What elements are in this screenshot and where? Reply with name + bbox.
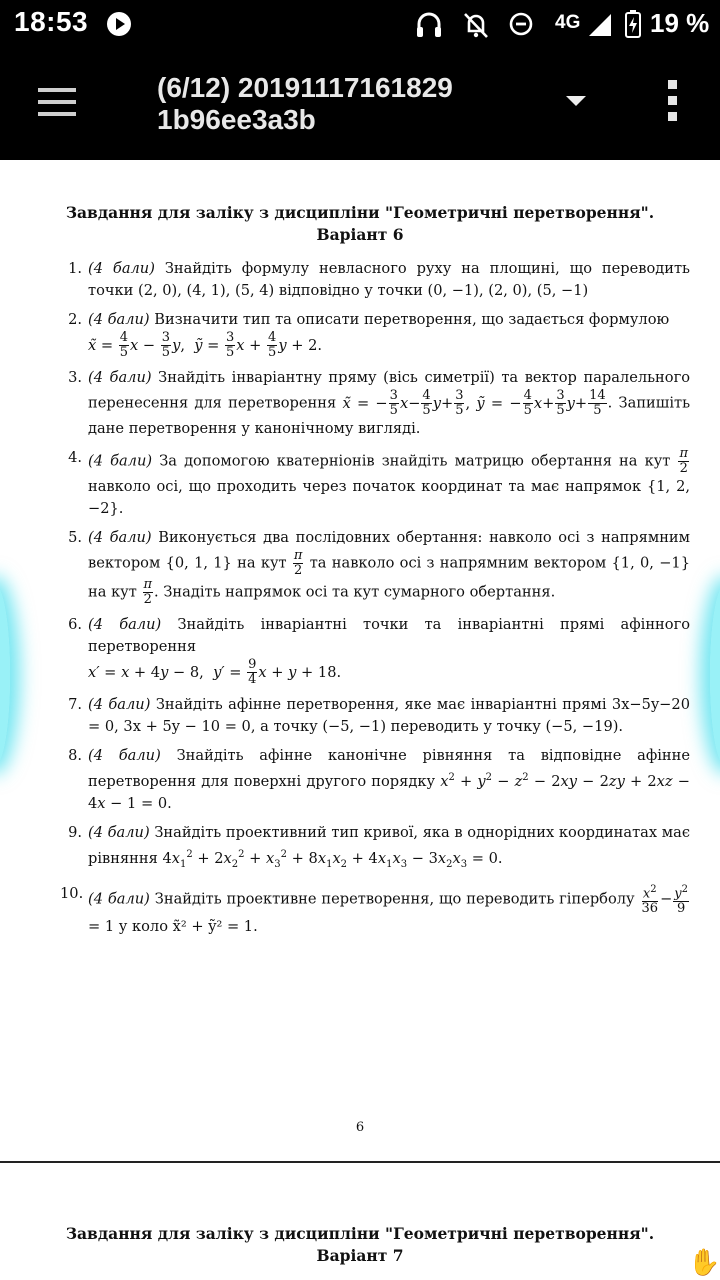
- task-text: Знайдіть проективне перетворення, що переводить гіперболу: [154, 890, 635, 908]
- edge-glow-left: [0, 585, 10, 765]
- document-title: [157, 72, 453, 136]
- formula: x̃ = $\frac{4}{5}$ x − $\frac{3}{5}$ y, ỹ = $\frac{3}{5}$ x + $\frac{4}{5}$ y + 2.: [88, 330, 322, 360]
- title-line-2: 1b96ee3a3b: [157, 104, 316, 135]
- task-text: За допомогою кватерніонів знайдіть матрицю обертання на кут: [159, 452, 671, 470]
- dnd-icon: [508, 10, 534, 40]
- task-item: 5. (4 бали) Виконується два послідовних обертання: навколо осі з напрямним вектором {0, 1, 1} на кут $\frac{\pi}{2}$ та навколо осі з напрямним вектором {1, 0, −1} на кут $\frac{\pi}{2}$ . Знадіть напрямок осі та кут сумарного обертання.: [68, 529, 691, 607]
- play-icon: [107, 12, 131, 36]
- dropdown-arrow-icon[interactable]: [558, 90, 594, 114]
- page-heading-next: Завдання для заліку з дисципліни "Геометричні перетворення". Варіант 7: [65, 1224, 655, 1265]
- task-item: 10. (4 бали) Знайдіть проективне перетворення, що переводить гіперболу $\frac{x^2}{36}$ − $\frac{y^2}{9}$ = 1 у коло x̃² + ỹ² = 1.: [60, 883, 689, 935]
- task-item: 9. (4 бали) Знайдіть проективний тип кривої, яка в однорідних координатах має рівняння $4x_1^2 + 2x_2^2 + x_3^2 + 8x_1x_2 + 4x_1x_3 - 3x_2x_3 = 0$.: [68, 823, 690, 870]
- formula: $4x_1^2 + 2x_2^2 + x_3^2 + 8x_1x_2 + 4x_1x_3 - 3x_2x_3 = 0$.: [162, 848, 503, 870]
- points-label: (4 бали): [88, 260, 155, 277]
- page-number: 6: [355, 1120, 365, 1135]
- document-viewer[interactable]: [0, 160, 720, 1280]
- formula: $x^2 + y^2 - z^2 - 2xy - 2zy + 2xz - 4x - 1 = 0$.: [88, 772, 690, 812]
- signal-icon: [587, 10, 613, 40]
- task-text: Виконується два послідовних обертання: навколо осі з напрямним вектором {0, 1, 1} на кут: [88, 529, 690, 572]
- page-heading: Завдання для заліку з дисципліни "Геометричні перетворення". Варіант 6: [65, 203, 655, 244]
- page-divider: [0, 1161, 720, 1163]
- network-type: 4G: [555, 12, 581, 33]
- task-text: Знайдіть формулу невласного руху на площині, що переводить точки (2, 0), (4, 1), (5, 4) відповідно у точки (0, −1), (2, 0), (5, −1): [88, 260, 690, 299]
- task-item: 6. (4 бали) Знайдіть інваріантні точки та інваріантні прямі афінного перетворення x′ = x + 4y − 8, y′ = $\frac{9}{4}$ x + y + 18.: [68, 616, 691, 687]
- task-text: Знайдіть афінне перетворення, яке має інваріантні прямі 3x−5y−20 = 0, 3x + 5y − 10 = 0, а точку (−5, −1) переводить у точку (−5, −19).: [88, 696, 690, 735]
- task-item: 4. (4 бали) За допомогою кватерніонів знайдіть матрицю обертання на кут $\frac{\pi}{2}$ навколо осі, що проходить через початок координат та має напрямок {1, 2, −2}.: [68, 446, 690, 517]
- battery-charging-icon: [624, 10, 642, 40]
- task-item: 1. (4 бали) Знайдіть формулу невласного руху на площині, що переводить точки (2, 0), (4, 1), (5, 4) відповідно у точки (0, −1), (2, 0), (5, −1): [68, 260, 690, 299]
- task-text: Знайдіть інваріантну пряму (вісь симетрії) та вектор паралельного перенесення для перетворення: [88, 369, 690, 412]
- bell-off-icon: [462, 10, 490, 40]
- task-item: 8. (4 бали) Знайдіть афінне канонічне рівняння та відповідне афінне перетворення для поверхні другого порядку $x^2 + y^2 - z^2 - 2xy - 2zy + 2xz - 4x - 1 = 0$.: [68, 747, 691, 812]
- formula: x′ = x + 4y − 8, y′ = $\frac{9}{4}$ x + y + 18.: [88, 657, 342, 687]
- task-text: Знайдіть афінне канонічне рівняння та відповідне афінне перетворення для поверхні другого порядку: [88, 747, 691, 790]
- task-text: Визначити тип та описати перетворення, що задається формулою: [154, 311, 670, 328]
- task-item: 7. (4 бали) Знайдіть афінне перетворення, яке має інваріантні прямі 3x−5y−20 = 0, 3x + 5y − 10 = 0, а точку (−5, −1) переводить у точку (−5, −19).: [68, 696, 690, 735]
- title-line-1: (6/12) 20191117161829: [157, 72, 453, 103]
- formula: x̃ = − $\frac{3}{5}$ x− $\frac{4}{5}$ y+ $\frac{3}{5}$ , ỹ = − $\frac{4}{5}$ x+ $\frac{3}{5}$ y+ $\frac{14}{5}$: [342, 388, 606, 418]
- task-text: Знайдіть проективний тип кривої, яка в однорідних координатах має рівняння: [88, 823, 690, 867]
- headphones-icon: [415, 10, 443, 40]
- app-bar: [0, 50, 720, 160]
- status-bar: [0, 0, 720, 50]
- task-item: 2. (4 бали) Визначити тип та описати перетворення, що задається формулою x̃ = $\frac{4}{5}$ x − $\frac{3}{5}$ y, ỹ = $\frac{3}{5}$ x + $\frac{4}{5}$ y + 2.: [68, 311, 670, 360]
- edge-glow-right: [710, 585, 720, 765]
- task-list: [60, 258, 690, 945]
- task-text: Знайдіть інваріантні точки та інваріантні прямі афінного перетворення: [88, 616, 691, 655]
- battery-level: 19 %: [650, 8, 710, 38]
- menu-icon[interactable]: [38, 88, 76, 120]
- more-options-icon[interactable]: [662, 80, 682, 128]
- clock: 18:53: [14, 6, 89, 37]
- task-item: 3. (4 бали) Знайдіть інваріантну пряму (вісь симетрії) та вектор паралельного перенесення для перетворення x̃ = − $\frac{3}{5}$ x− $\frac{4}{5}$ y+ $\frac{3}{5}$ , ỹ = − $\frac{4}{5}$ x+ $\frac{3}{5}$ y+ $\frac{14}{5}$ . Запишіть дане перетворення у канонічному вигляді.: [68, 369, 691, 437]
- hand-gesture-icon[interactable]: ✋: [688, 1248, 720, 1278]
